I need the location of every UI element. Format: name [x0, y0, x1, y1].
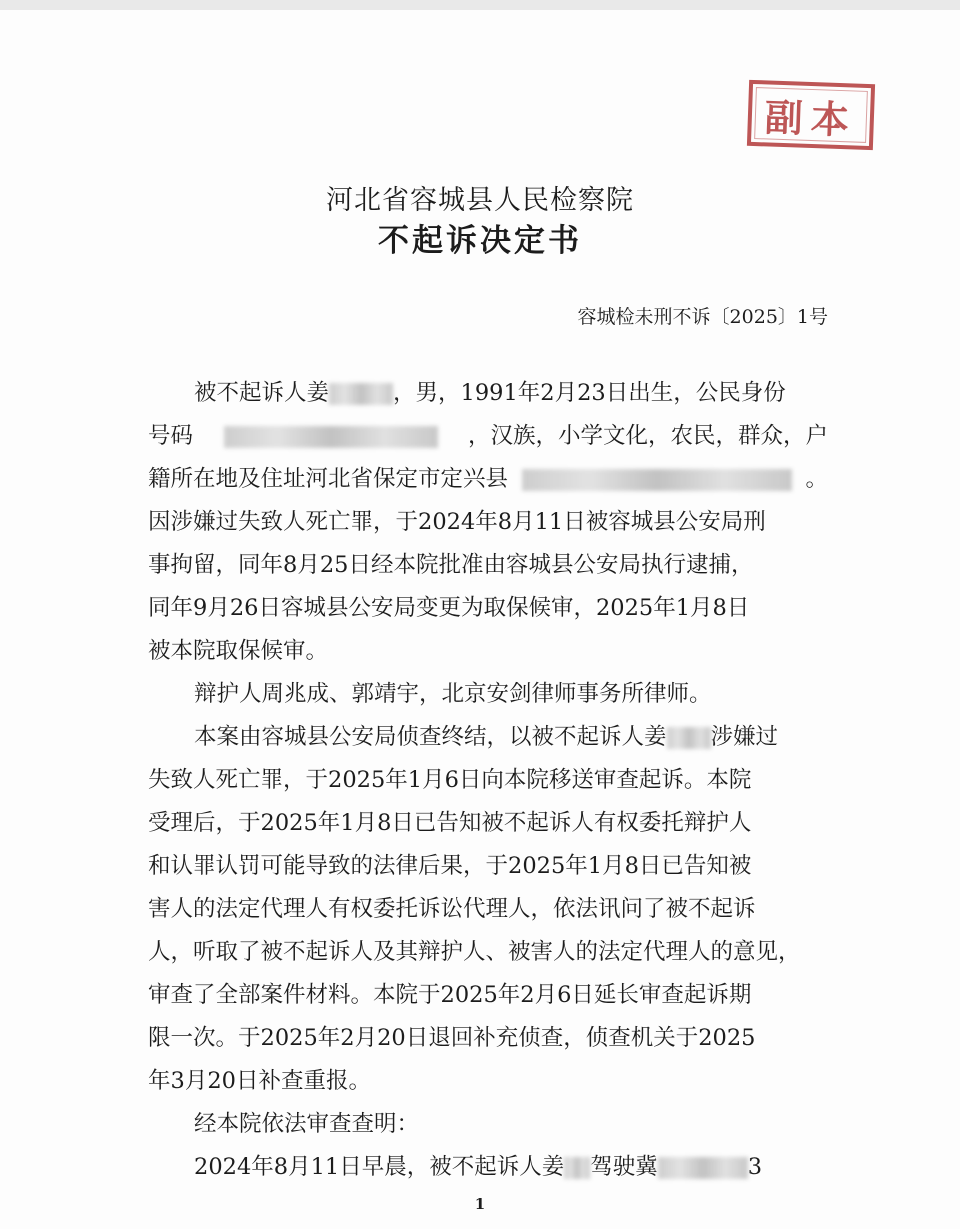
- text-line: 失致人死亡罪，于2025年1月6日向本院移送审查起诉。本院: [148, 767, 752, 793]
- text-line: 被不起诉人姜 ，男，1991年2月23日出生，公民身份: [194, 380, 786, 406]
- top-band: [0, 0, 960, 10]
- text-line: 年3月20日补查重报。: [148, 1068, 371, 1094]
- text-line: 2024年8月11日早晨，被不起诉人姜 驾驶冀 3: [194, 1154, 763, 1180]
- text-line: 因涉嫌过失致人死亡罪，于2024年8月11日被容城县公安局刑: [148, 509, 766, 535]
- text-line: 审查了全部案件材料。本院于2025年2月6日延长审查起诉期: [148, 982, 752, 1008]
- text-line: 限一次。于2025年2月20日退回补充侦查，侦查机关于2025: [148, 1025, 756, 1051]
- text-line: 受理后，于2025年1月8日已告知被不起诉人有权委托辩护人: [148, 810, 752, 836]
- document-title: 不起诉决定书: [378, 223, 582, 259]
- document-body: [148, 372, 828, 1189]
- redaction-blur: [522, 469, 792, 491]
- text-line: 害人的法定代理人有权委托诉讼代理人，依法讯问了被不起诉: [148, 896, 756, 922]
- text-line: 被本院取保候审。: [148, 638, 329, 664]
- text-line: 籍所在地及住址河北省保定市定兴县 。: [148, 466, 828, 492]
- text-line: 人，听取了被不起诉人及其辩护人、被害人的法定代理人的意见，: [148, 939, 801, 965]
- text-line: 事拘留，同年8月25日经本院批准由容城县公安局执行逮捕，: [148, 552, 754, 578]
- redaction-blur: [658, 1157, 748, 1179]
- text-line: 经本院依法审查查明：: [194, 1111, 420, 1137]
- redaction-blur: [667, 727, 711, 749]
- redaction-blur: [224, 426, 438, 448]
- document-page: [0, 10, 960, 1229]
- text-line: 辩护人周兆成、郭靖宇，北京安剑律师事务所律师。: [194, 681, 712, 707]
- copy-stamp: 副本: [747, 80, 875, 150]
- document-number: 容城检未刑不诉〔2025〕1号: [577, 306, 828, 328]
- redaction-blur: [329, 383, 393, 405]
- redaction-blur: [564, 1157, 590, 1179]
- text-line: 号码 ，汉族，小学文化，农民，群众，户: [148, 423, 828, 449]
- issuing-organization: 河北省容城县人民检察院: [326, 185, 634, 216]
- text-line: 同年9月26日容城县公安局变更为取保候审，2025年1月8日: [148, 595, 750, 621]
- page-number: 1: [474, 1195, 486, 1213]
- text-line: 和认罪认罚可能导致的法律后果，于2025年1月8日已告知被: [148, 853, 752, 879]
- text-line: 本案由容城县公安局侦查终结，以被不起诉人姜 涉嫌过: [194, 724, 779, 750]
